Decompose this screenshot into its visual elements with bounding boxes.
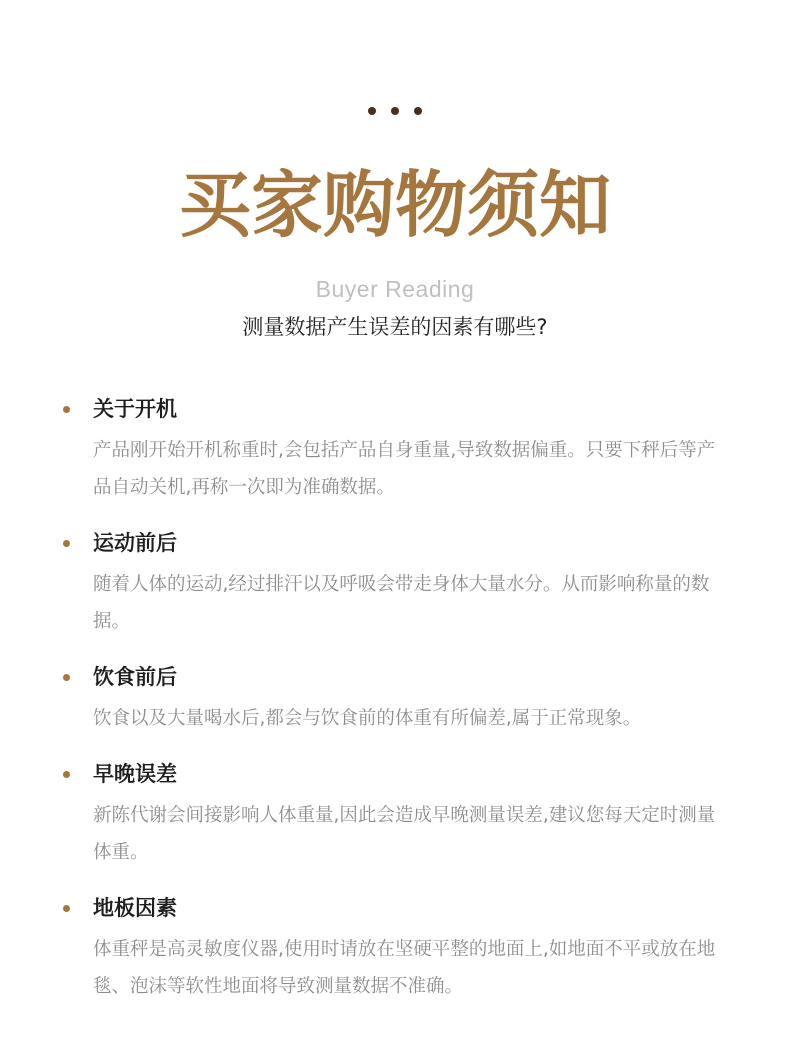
list-item	[0, 660, 790, 737]
section-question: 测量数据产生误差的因素有哪些?	[242, 315, 548, 339]
item-title: 地板因素	[93, 896, 177, 920]
bullet-icon	[63, 905, 70, 912]
bullet-icon	[63, 540, 70, 547]
item-description: 随着人体的运动,经过排汗以及呼吸会带走身体大量水分。从而影响称量的数据。	[93, 574, 710, 632]
item-description: 产品刚开始开机称重时,会包括产品自身重量,导致数据偏重。只要下秤后等产品自动关机,再称一次即为准确数据。	[93, 440, 716, 498]
english-subtitle: Buyer Reading	[315, 276, 475, 302]
dot-icon	[391, 107, 399, 115]
dot-icon	[414, 107, 422, 115]
item-title: 饮食前后	[93, 665, 177, 689]
bullet-icon	[63, 674, 70, 681]
bullet-icon	[63, 771, 70, 778]
page-title: 买家购物须知	[178, 163, 611, 247]
item-description: 新陈代谢会间接影响人体重量,因此会造成早晚测量误差,建议您每天定时测量体重。	[93, 805, 716, 863]
list-item	[0, 891, 790, 1005]
item-description: 饮食以及大量喝水后,都会与饮食前的体重有所偏差,属于正常现象。	[93, 708, 642, 729]
factor-list	[0, 392, 790, 1025]
item-title: 早晚误差	[93, 762, 177, 786]
item-description: 体重秤是高灵敏度仪器,使用时请放在坚硬平整的地面上,如地面不平或放在地毯、泡沫等软性地面将导致测量数据不准确。	[93, 939, 716, 997]
item-title: 运动前后	[93, 531, 177, 555]
bullet-icon	[63, 406, 70, 413]
item-title: 关于开机	[93, 397, 177, 421]
dot-icon	[368, 107, 376, 115]
list-item	[0, 526, 790, 640]
list-item	[0, 392, 790, 506]
decorative-dots	[0, 107, 790, 115]
list-item	[0, 757, 790, 871]
